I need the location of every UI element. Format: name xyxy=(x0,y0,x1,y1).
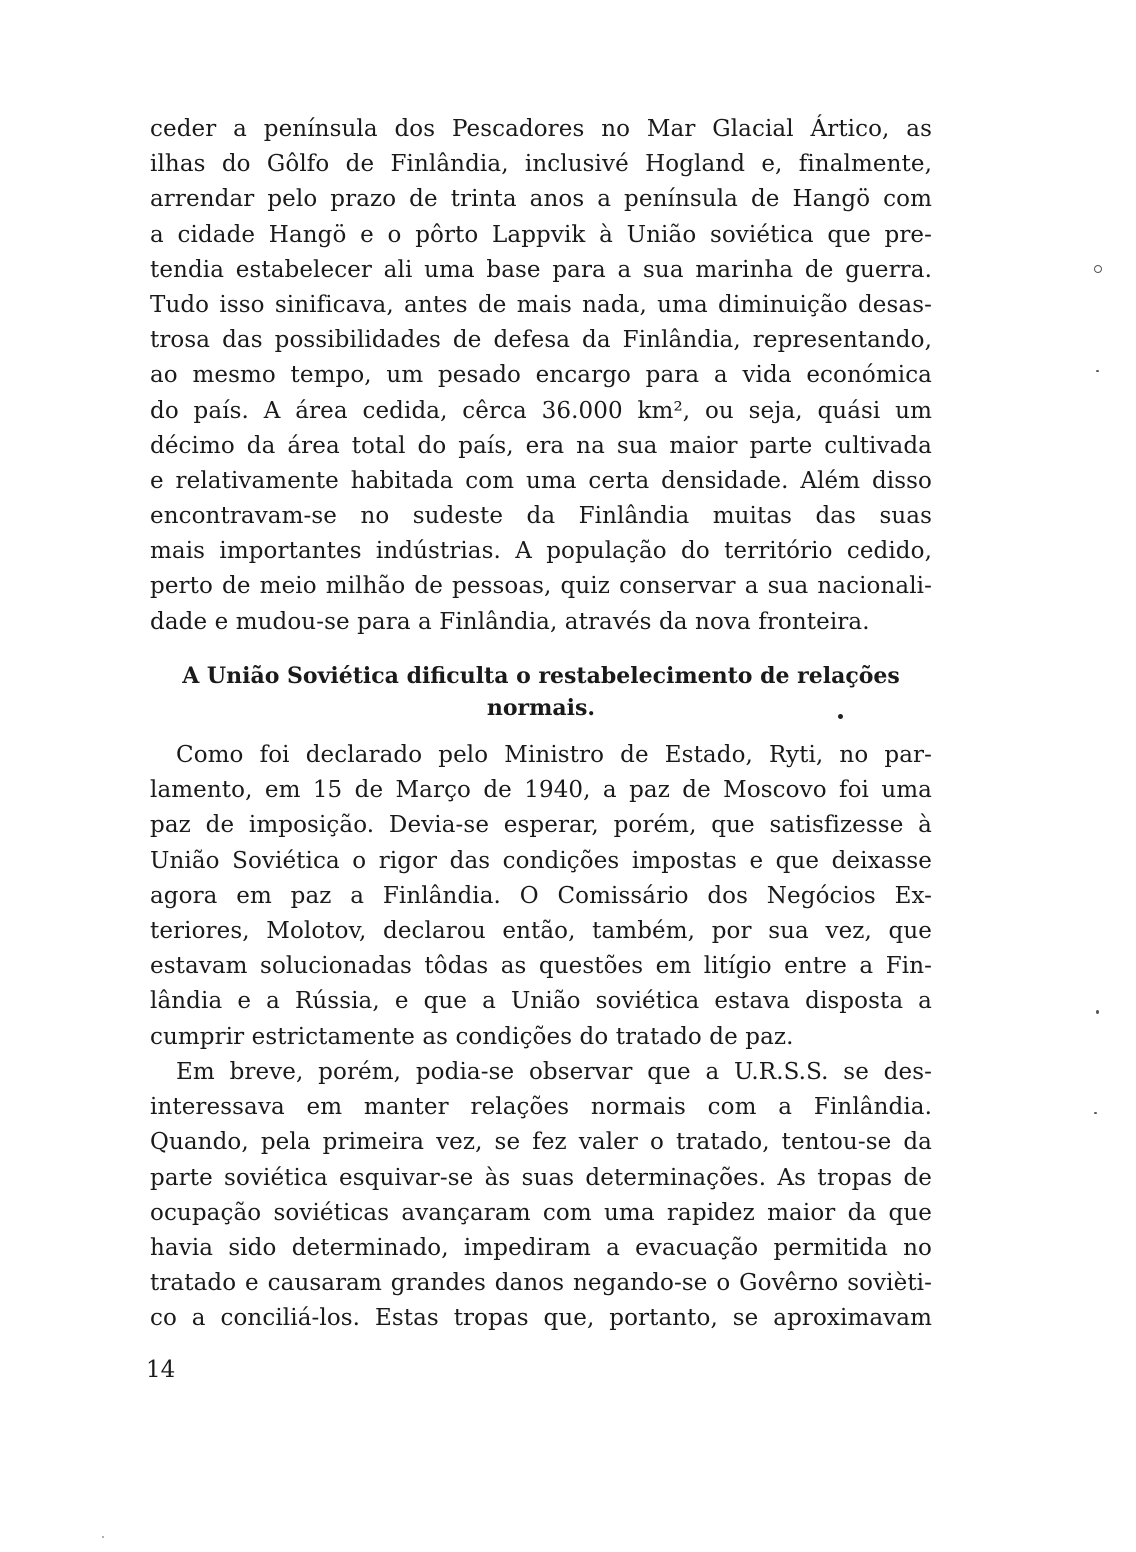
text-line: do país. A área cedida, cêrca 36.000 km², ou seja, quási um xyxy=(150,397,932,424)
text-line: ceder a península dos Pescadores no Mar Glacial Ártico, as xyxy=(150,116,932,142)
text-line: co a conciliá-los. Estas tropas que, portanto, se aproximavam xyxy=(150,1305,932,1332)
text-line: teriores, Molotov, declarou então, também, por sua vez, que xyxy=(150,917,932,944)
text-line: a cidade Hangö e o pôrto Lappvik à União soviética que pre- xyxy=(150,221,932,248)
paragraph-1 xyxy=(150,112,932,640)
text-line: tratado e causaram grandes danos negando-se o Govêrno sovièti- xyxy=(150,1270,932,1297)
text-line: ao mesmo tempo, um pesado encargo para a vida económica xyxy=(150,362,932,389)
heading-line-1: A União Soviética dificulta o restabelecimento de relações xyxy=(182,663,900,689)
text-line: Como foi declarado pelo Ministro de Estado, Ryti, no par- xyxy=(176,742,932,768)
scan-speck xyxy=(838,714,843,719)
page-number: 14 xyxy=(146,1357,176,1383)
text-line: perto de meio milhão de pessoas, quiz conservar a sua nacionali- xyxy=(150,573,932,600)
text-line: Quando, pela primeira vez, se fez valer o tratado, tentou-se da xyxy=(150,1129,932,1156)
text-line: Tudo isso sinificava, antes de mais nada, uma diminuição desas- xyxy=(150,291,932,318)
text-line: ilhas do Gôlfo de Finlândia, inclusivé Hogland e, finalmente, xyxy=(150,151,932,178)
text-line: paz de imposição. Devia-se esperar, porém, que satisfizesse à xyxy=(150,812,932,839)
heading-line-2: normais. xyxy=(486,695,596,721)
text-line: encontravam-se no sudeste da Finlândia muitas das suas xyxy=(150,503,932,530)
text-line: mais importantes indústrias. A população do território cedido, xyxy=(150,538,932,565)
text-line: lamento, em 15 de Março de 1940, a paz de Moscovo foi uma xyxy=(150,777,932,804)
section-heading xyxy=(150,660,932,724)
text-line: arrendar pelo prazo de trinta anos a península de Hangö com xyxy=(150,186,932,213)
text-line: trosa das possibilidades de defesa da Finlândia, representando, xyxy=(150,327,932,354)
scan-speck xyxy=(1094,1112,1097,1114)
scan-speck xyxy=(1096,370,1099,372)
text-line: décimo da área total do país, era na sua maior parte cultivada xyxy=(150,432,932,459)
text-line: e relativamente habitada com uma certa densidade. Além disso xyxy=(150,467,932,494)
text-line: interessava em manter relações normais com a Finlândia. xyxy=(150,1094,932,1121)
scan-speck xyxy=(1094,265,1102,273)
scan-speck xyxy=(102,1536,104,1538)
text-line: estavam solucionadas tôdas as questões em litígio entre a Fin- xyxy=(150,953,932,980)
text-line: Em breve, porém, podia-se observar que a U.R.S.S. se des- xyxy=(176,1059,932,1085)
text-line: parte soviética esquivar-se às suas determinações. As tropas de xyxy=(150,1164,932,1191)
text-line: agora em paz a Finlândia. O Comissário dos Negócios Ex- xyxy=(150,882,932,909)
paragraph-2 xyxy=(150,738,932,1055)
paragraph-3 xyxy=(150,1055,932,1337)
scan-speck xyxy=(1096,1010,1099,1014)
text-line: ocupação soviéticas avançaram com uma rapidez maior da que xyxy=(150,1199,932,1226)
text-line: lândia e a Rússia, e que a União soviética estava disposta a xyxy=(150,988,932,1015)
text-line: dade e mudou-se para a Finlândia, através da nova fronteira. xyxy=(150,608,870,635)
text-line: União Soviética o rigor das condições impostas e que deixasse xyxy=(150,847,932,874)
text-line: havia sido determinado, impediram a evacuação permitida no xyxy=(150,1234,932,1261)
text-line: tendia estabelecer ali uma base para a sua marinha de guerra. xyxy=(150,256,932,283)
text-line: cumprir estrictamente as condições do tratado de paz. xyxy=(150,1023,794,1050)
